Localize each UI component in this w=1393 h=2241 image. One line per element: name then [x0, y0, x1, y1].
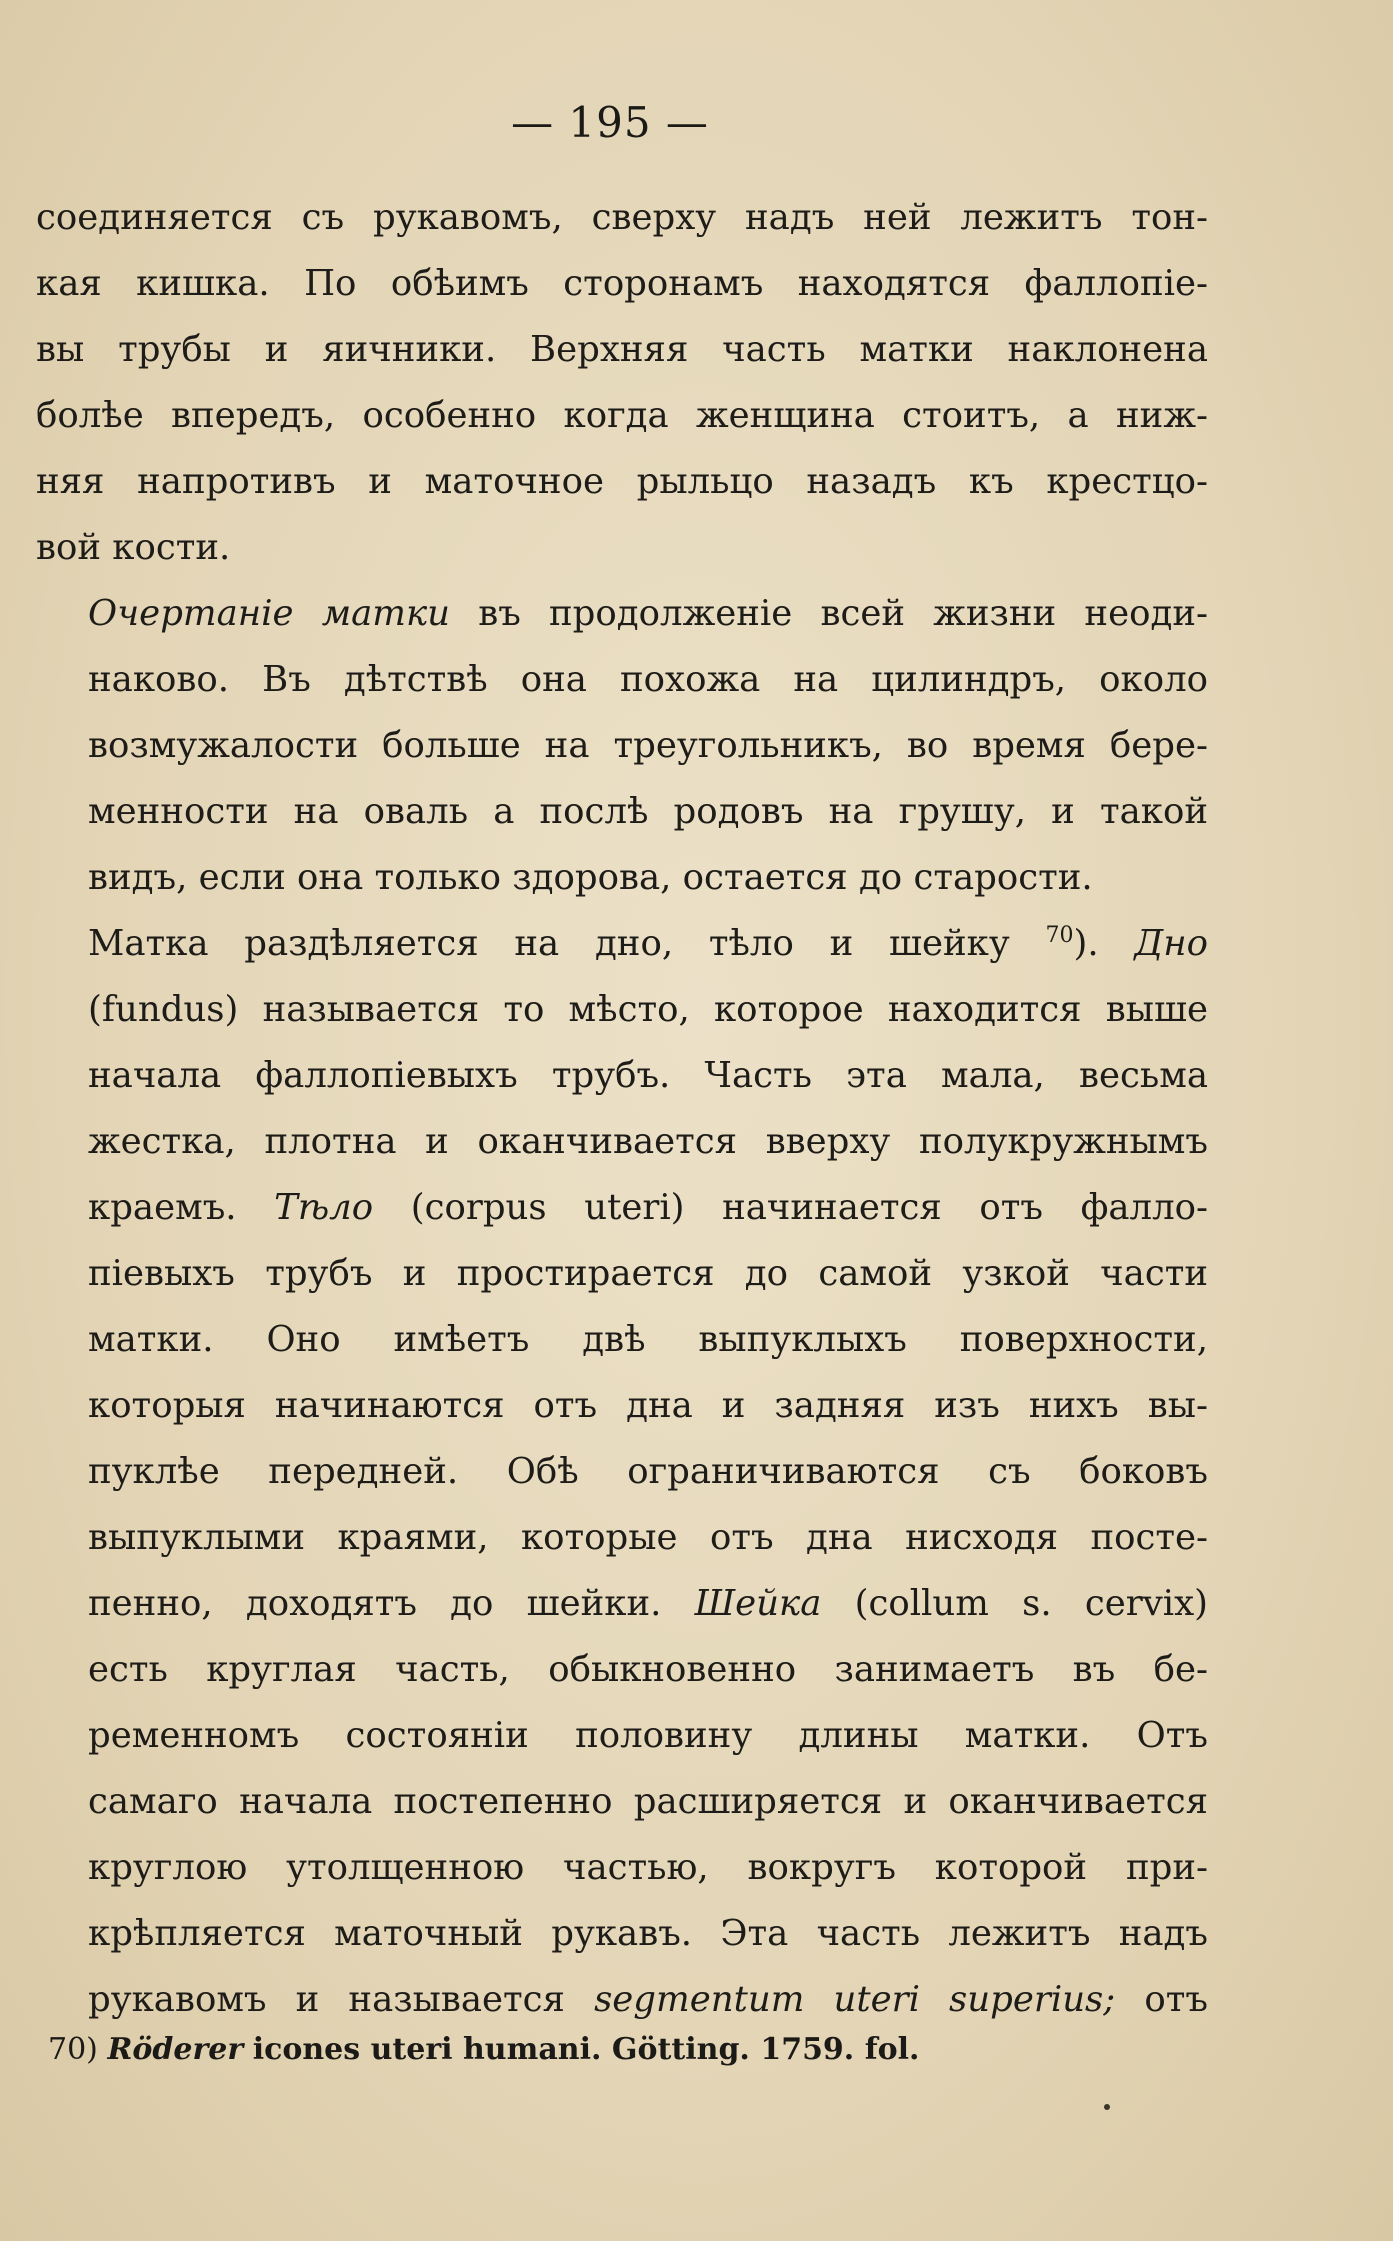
text-run: Матка раздѣляется на дно, тѣло и шейку [88, 923, 1010, 964]
text-line: круглою утолщенною частью, вокругъ которой при- [88, 1847, 1208, 1888]
text-line: крѣпляется маточный рукавъ. Эта часть лежитъ надъ [88, 1913, 1208, 1954]
text-line: есть круглая часть, обыкновенно занимаетъ въ бе- [88, 1649, 1208, 1690]
text-run: отъ [1144, 1979, 1208, 2020]
text-line: ременномъ состоянiи половину длины матки. Отъ [88, 1715, 1208, 1756]
text-line: пуклѣе передней. Обѣ ограничиваются съ боковъ [88, 1451, 1208, 1492]
text-run: (corpus uteri) начинается отъ фалло- [410, 1187, 1208, 1228]
paragraph-2 [36, 581, 1208, 911]
text-line: менности на оваль а послѣ родовъ на грушу, и такой [88, 791, 1208, 832]
text-run: рукавомъ и называется [88, 1979, 565, 2020]
footnote-author: Röderer [107, 2032, 244, 2067]
text-line [36, 1571, 1208, 1637]
text-line: вой кости. [36, 527, 231, 568]
body-text [36, 185, 1208, 2033]
italic-term: Тѣло [274, 1187, 374, 1228]
text-line: начала фаллопiевыхъ трубъ. Часть эта мала, весьма [88, 1055, 1208, 1096]
text-line [36, 1967, 1208, 2033]
text-run: ). [1073, 923, 1099, 964]
italic-term: segmentum uteri superius; [594, 1979, 1116, 2020]
text-line: жестка, плотна и оканчивается вверху полукружнымъ [88, 1121, 1208, 1162]
paragraph-1 [36, 185, 1208, 581]
text-line: пiевыхъ трубъ и простирается до самой узкой части [88, 1253, 1208, 1294]
footnote-text: icones uteri humani. Götting. 1759. fol. [252, 2032, 920, 2067]
text-line: матки. Оно имѣетъ двѣ выпуклыхъ поверхности, [88, 1319, 1208, 1360]
footnote-reference: 70 [1045, 923, 1074, 949]
text-line: видъ, если она только здорова, остается до старости. [88, 857, 1093, 898]
text-line: няя напротивъ и маточное рыльцо назадъ къ крестцо- [36, 461, 1208, 502]
text-line: выпуклыми краями, которые отъ дна нисходя посте- [88, 1517, 1208, 1558]
text-line: болѣе впередъ, особенно когда женщина стоитъ, а ниж- [36, 395, 1208, 436]
ink-speck [1104, 2104, 1110, 2110]
footnote [48, 2032, 1148, 2067]
text-run: пенно, доходятъ до шейки. [88, 1583, 662, 1624]
text-line: кая кишка. По обѣимъ сторонамъ находятся фаллопiе- [36, 263, 1208, 304]
text-line: соединяется съ рукавомъ, сверху надъ ней лежитъ тон- [36, 197, 1208, 238]
text-line: которыя начинаются отъ дна и задняя изъ нихъ вы- [88, 1385, 1208, 1426]
italic-term: Шейка [694, 1583, 822, 1624]
text-line: вы трубы и яичники. Верхняя часть матки наклонена [36, 329, 1208, 370]
footnote-number: 70) [48, 2032, 98, 2067]
text-line: самаго начала постепенно расширяется и оканчивается [88, 1781, 1208, 1822]
text-line [36, 581, 1208, 647]
text-line [36, 911, 1208, 977]
text-line: возмужалости больше на треугольникъ, во время бере- [88, 725, 1208, 766]
text-run: (collum s. cervix) [854, 1583, 1208, 1624]
text-run: краемъ. [88, 1187, 237, 1228]
text-line [36, 1175, 1208, 1241]
text-run: въ продолженiе всей жизни неоди- [450, 593, 1208, 634]
text-line: (fundus) называется то мѣсто, которое находится выше [88, 989, 1208, 1030]
page-number: — 195 — [511, 98, 709, 147]
italic-term: Очертанiе матки [88, 593, 451, 634]
paragraph-3 [36, 911, 1208, 2033]
italic-term: Дно [1134, 923, 1208, 964]
text-line: наково. Въ дѣтствѣ она похожа на цилиндръ, около [88, 659, 1208, 700]
